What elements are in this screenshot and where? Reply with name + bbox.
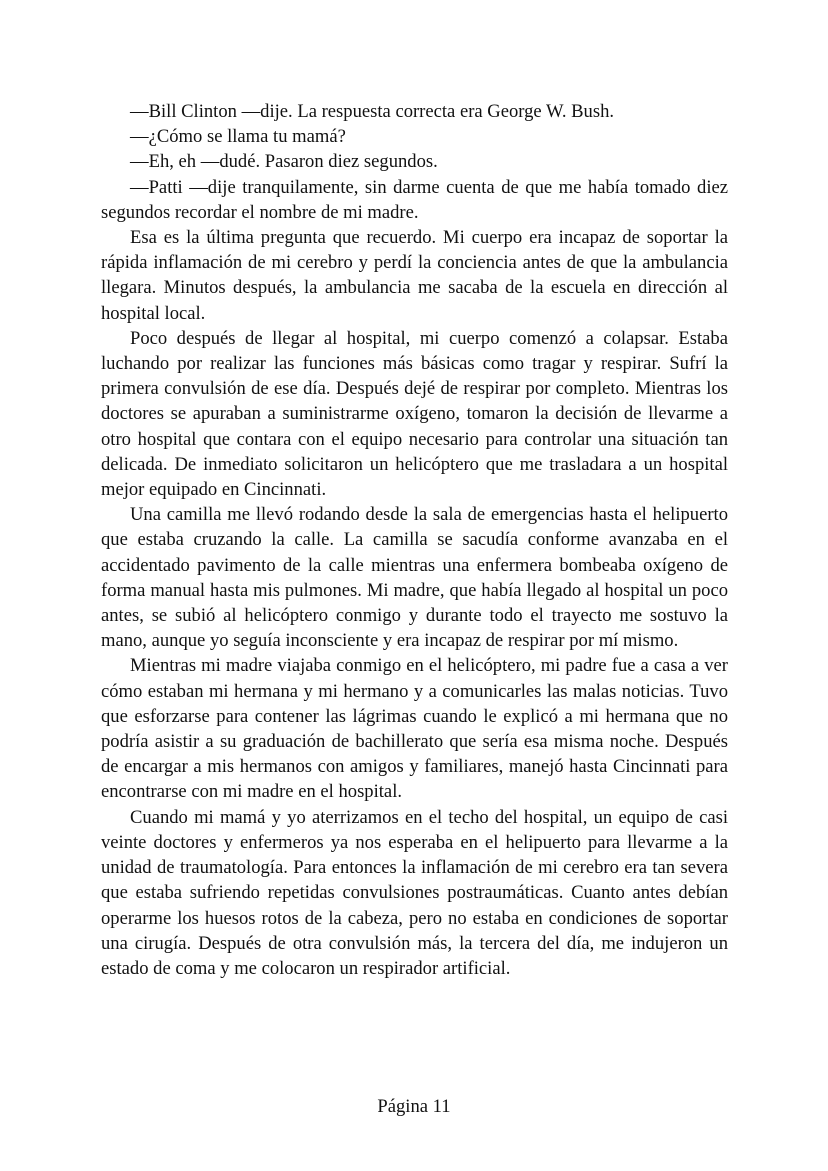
page-number: Página 11: [377, 1096, 451, 1117]
paragraph-father: Mientras mi madre viajaba conmigo en el helicóptero, mi padre fue a casa a ver cómo estaban mi hermana y mi hermano y a comunicarles las malas noticias. Tuvo que esforzarse para contener las lágrimas cuando le explicó a mi hermana que no podría asistir a su graduación de bachillerato que sería esa misma noche. Después de encargar a mis hermanos con amigos y familiares, manejó hasta Cincinnati para encontrarse con mi madre en el hospital.: [101, 655, 728, 803]
paragraph-trauma-unit: Cuando mi mamá y yo aterrizamos en el techo del hospital, un equipo de casi veinte doctores y enfermeros ya nos esperaba en el helipuerto para llevarme a la unidad de traumatología. Para entonces la inflamación de mi cerebro era tan severa que estaba sufriendo repetidas convulsiones postraumáticas. Cuanto antes debían operarme los huesos rotos de la cabeza, pero no estaba en condiciones de soportar una cirugía. Después de otra convulsión más, la tercera del día, me indujeron un estado de coma y me colocaron un respirador artificial.: [101, 806, 728, 979]
paragraph-dialogue-3: —Eh, eh —dudé. Pasaron diez segundos.: [130, 151, 438, 173]
paragraph-dialogue-4: —Patti —dije tranquilamente, sin darme cuenta de que me había tomado diez segundos recordar el nombre de mi madre.: [101, 176, 728, 223]
paragraph-last-question: Esa es la última pregunta que recuerdo. Mi cuerpo era incapaz de soportar la rápida inflamación de mi cerebro y perdí la conciencia antes de que la ambulancia llegara. Minutos después, la ambulancia me sacaba de la escuela en dirección al hospital local.: [101, 227, 728, 324]
body-text: [101, 99, 728, 981]
paragraph-hospital-arrival: Poco después de llegar al hospital, mi cuerpo comenzó a colapsar. Estaba luchando por realizar las funciones más básicas como tragar y respirar. Sufrí la primera convulsión de ese día. Después dejé de respirar por completo. Mientras los doctores se apuraban a suministrarme oxígeno, tomaron la decisión de llevarme a otro hospital que contara con el equipo necesario para controlar una situación tan delicada. De inmediato solicitaron un helicóptero que me trasladara a un hospital mejor equipado en Cincinnati.: [101, 327, 728, 501]
paragraph-stretcher: Una camilla me llevó rodando desde la sala de emergencias hasta el helipuerto que estaba cruzando la calle. La camilla se sacudía conforme avanzaba en el accidentado pavimento de la calle mientras una enfermera bombeaba oxígeno de forma manual hasta mis pulmones. Mi madre, que había llegado al hospital un poco antes, se subió al helicóptero conmigo y durante todo el trayecto me sostuvo la mano, aunque yo seguía inconsciente y era incapaz de respirar por mí mismo.: [101, 504, 728, 652]
paragraph-dialogue-1: —Bill Clinton —dije. La respuesta correcta era George W. Bush.: [130, 101, 615, 122]
paragraph-dialogue-2: —¿Cómo se llama tu mamá?: [130, 126, 346, 148]
